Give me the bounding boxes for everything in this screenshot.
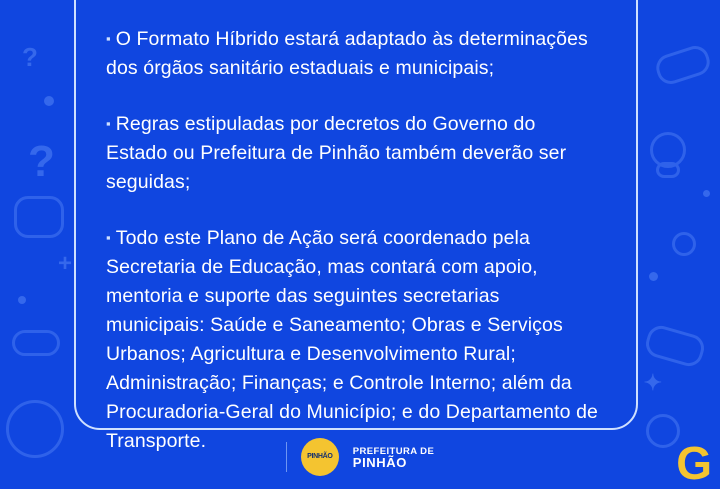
content-card	[74, 0, 638, 452]
city-crest-icon: PINHÃO	[301, 438, 339, 476]
dot-icon	[18, 296, 26, 304]
brand-line-1: PREFEITURA DE	[352, 446, 435, 457]
star-icon: ✦	[643, 370, 662, 395]
bullet-icon: ▪	[106, 116, 111, 131]
dot-icon	[44, 96, 54, 106]
bullet-paragraph	[106, 24, 602, 83]
footer	[0, 434, 720, 480]
bullet-paragraph	[106, 109, 602, 197]
pill-icon	[643, 323, 708, 370]
circle-icon	[672, 232, 696, 256]
footer-divider	[286, 442, 287, 472]
corner-logo: G	[676, 437, 712, 489]
bullet-icon: ▪	[106, 31, 111, 46]
dot-icon	[649, 272, 658, 281]
lightbulb-icon	[650, 132, 686, 168]
bullet-icon: ▪	[106, 230, 111, 245]
bullet-paragraph	[106, 223, 602, 456]
paragraph-text: Regras estipuladas por decretos do Governo do Estado ou Prefeitura de Pinhão também deverão ser seguidas;	[106, 113, 567, 193]
dot-icon	[703, 190, 710, 197]
pencil-icon	[12, 330, 60, 356]
paragraph-text: O Formato Híbrido estará adaptado às determinações dos órgãos sanitário estaduais e municipais;	[106, 28, 588, 79]
pill-icon	[653, 42, 714, 87]
paragraph-text: Todo este Plano de Ação será coordenado pela Secretaria de Educação, mas contará com apoio, mentoria e suporte das seguintes secretarias municipais: Saúde e Saneamento; Obras e Serviços Urbanos; Agricultura e Desenvolvimento Rural; Administração; Finanças; e Controle Interno; além da Procuradoria-Geral do Município; e do Departamento de Transporte.	[106, 227, 598, 452]
question-mark-icon: ?	[28, 137, 55, 186]
question-mark-small-icon: ?	[22, 42, 38, 72]
brand-line-2: PINHÃO	[352, 455, 407, 470]
book-icon	[14, 196, 64, 238]
brand-text	[353, 446, 434, 468]
lightbulb-base-icon	[656, 162, 680, 178]
plus-icon: +	[58, 250, 73, 277]
